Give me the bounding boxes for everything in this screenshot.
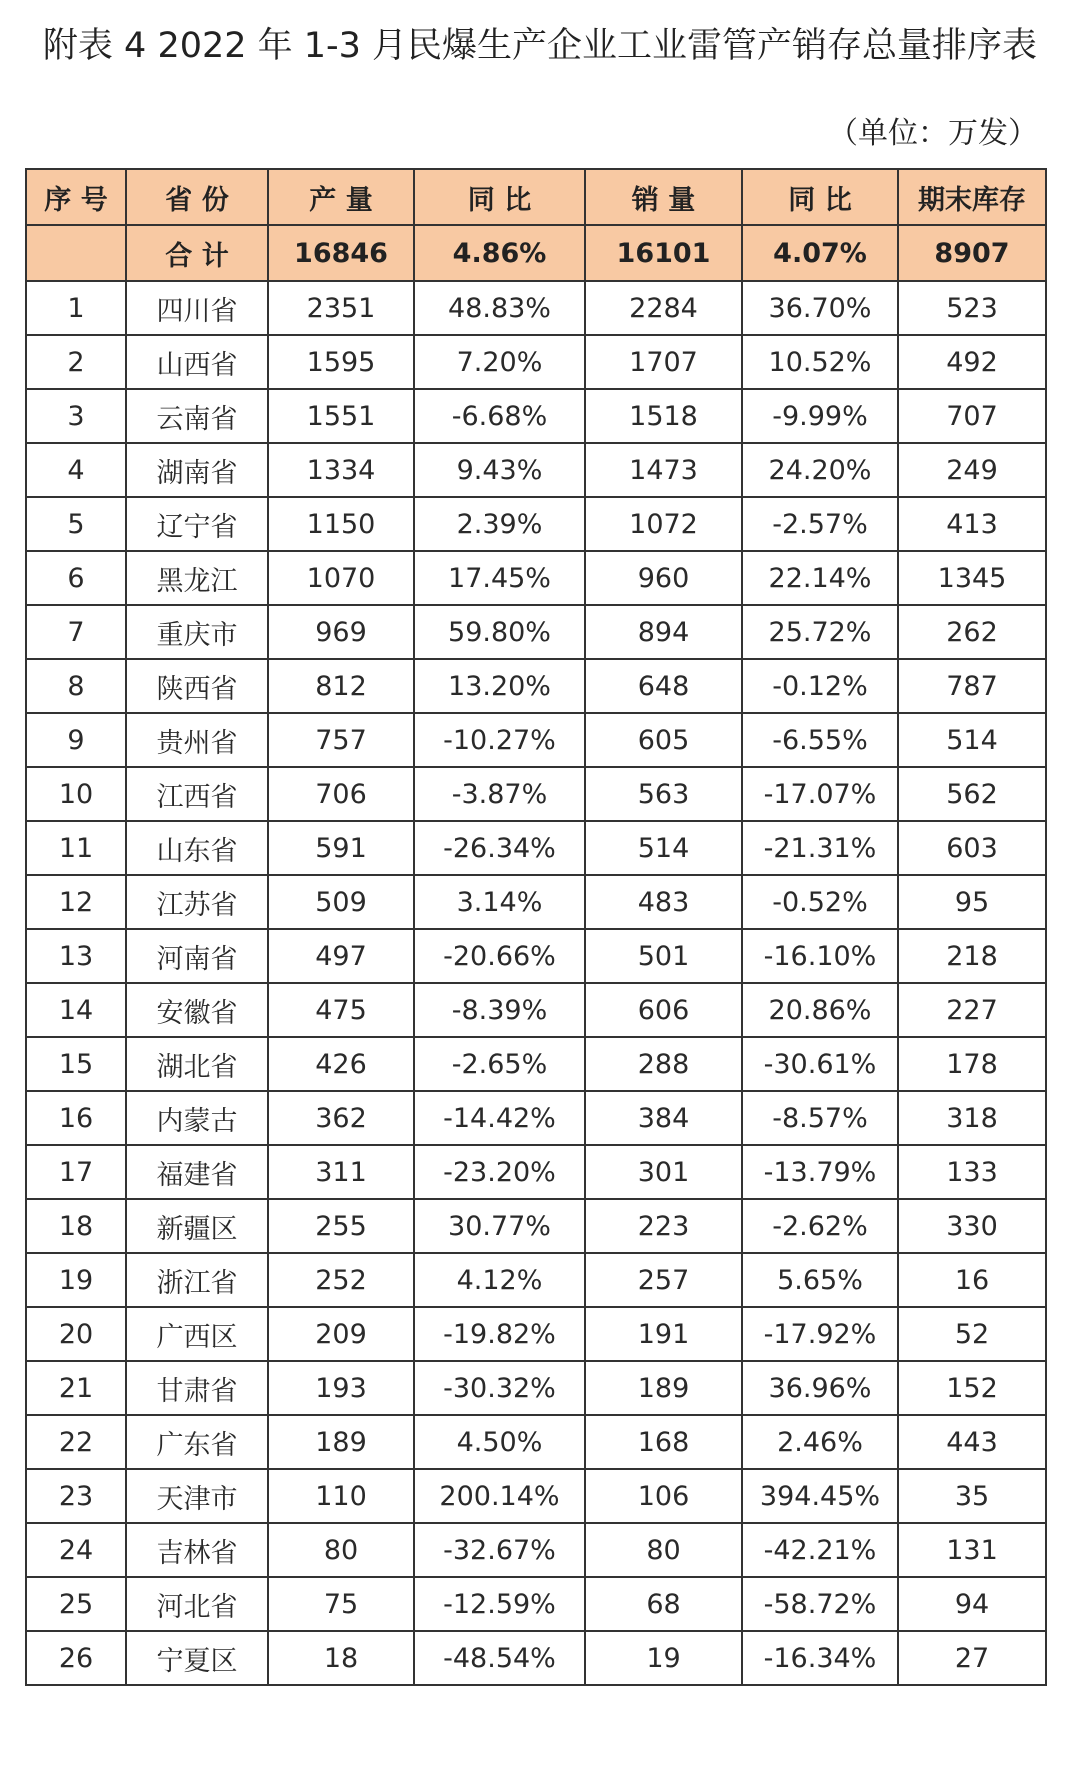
table-row [26, 1631, 1046, 1685]
cell-production-yoy: -32.67% [414, 1523, 585, 1577]
table-row [26, 713, 1046, 767]
cell-rank: 15 [26, 1037, 126, 1091]
table-row [26, 443, 1046, 497]
cell-ending-inventory: 514 [898, 713, 1046, 767]
cell-rank: 4 [26, 443, 126, 497]
cell-production: 757 [268, 713, 414, 767]
cell-ending-inventory: 249 [898, 443, 1046, 497]
header-production-yoy: 同 比 [414, 169, 585, 225]
cell-sales-yoy: -0.12% [742, 659, 898, 713]
cell-province: 湖北省 [126, 1037, 268, 1091]
cell-production-yoy: 2.39% [414, 497, 585, 551]
cell-ending-inventory: 152 [898, 1361, 1046, 1415]
cell-sales-yoy: 25.72% [742, 605, 898, 659]
cell-province: 山东省 [126, 821, 268, 875]
cell-rank: 11 [26, 821, 126, 875]
cell-sales: 223 [585, 1199, 742, 1253]
cell-production: 362 [268, 1091, 414, 1145]
total-ending-inventory: 8907 [898, 225, 1046, 281]
cell-production: 255 [268, 1199, 414, 1253]
total-rank [26, 225, 126, 281]
header-sales-yoy: 同 比 [742, 169, 898, 225]
cell-rank: 13 [26, 929, 126, 983]
cell-production: 193 [268, 1361, 414, 1415]
cell-sales-yoy: -16.10% [742, 929, 898, 983]
table-row [26, 875, 1046, 929]
cell-rank: 24 [26, 1523, 126, 1577]
cell-production: 812 [268, 659, 414, 713]
cell-production-yoy: -3.87% [414, 767, 585, 821]
cell-production: 18 [268, 1631, 414, 1685]
cell-province: 安徽省 [126, 983, 268, 1037]
cell-sales: 1707 [585, 335, 742, 389]
cell-production-yoy: -2.65% [414, 1037, 585, 1091]
cell-production-yoy: -19.82% [414, 1307, 585, 1361]
cell-sales: 106 [585, 1469, 742, 1523]
cell-sales-yoy: 10.52% [742, 335, 898, 389]
cell-ending-inventory: 492 [898, 335, 1046, 389]
cell-ending-inventory: 94 [898, 1577, 1046, 1631]
cell-sales: 563 [585, 767, 742, 821]
cell-rank: 6 [26, 551, 126, 605]
cell-production: 189 [268, 1415, 414, 1469]
cell-ending-inventory: 413 [898, 497, 1046, 551]
table-row [26, 1307, 1046, 1361]
cell-ending-inventory: 523 [898, 281, 1046, 335]
cell-production-yoy: -14.42% [414, 1091, 585, 1145]
cell-rank: 7 [26, 605, 126, 659]
cell-rank: 1 [26, 281, 126, 335]
cell-sales: 514 [585, 821, 742, 875]
cell-production: 209 [268, 1307, 414, 1361]
cell-ending-inventory: 603 [898, 821, 1046, 875]
cell-sales: 606 [585, 983, 742, 1037]
cell-ending-inventory: 27 [898, 1631, 1046, 1685]
cell-sales: 894 [585, 605, 742, 659]
cell-ending-inventory: 16 [898, 1253, 1046, 1307]
table-row [26, 1577, 1046, 1631]
cell-sales: 301 [585, 1145, 742, 1199]
page-title: 附表 4 2022 年 1-3 月民爆生产企业工业雷管产销存总量排序表 [42, 26, 1038, 66]
total-production: 16846 [268, 225, 414, 281]
cell-production: 311 [268, 1145, 414, 1199]
cell-sales: 68 [585, 1577, 742, 1631]
cell-sales-yoy: -42.21% [742, 1523, 898, 1577]
cell-production: 1334 [268, 443, 414, 497]
cell-production: 2351 [268, 281, 414, 335]
table-row [26, 767, 1046, 821]
cell-production: 509 [268, 875, 414, 929]
cell-sales: 501 [585, 929, 742, 983]
cell-province: 重庆市 [126, 605, 268, 659]
cell-sales-yoy: 5.65% [742, 1253, 898, 1307]
total-sales-yoy: 4.07% [742, 225, 898, 281]
total-label: 合 计 [126, 225, 268, 281]
cell-sales-yoy: -2.62% [742, 1199, 898, 1253]
cell-rank: 25 [26, 1577, 126, 1631]
cell-sales-yoy: -30.61% [742, 1037, 898, 1091]
header-row [26, 169, 1046, 225]
cell-production: 80 [268, 1523, 414, 1577]
table-row [26, 551, 1046, 605]
header-sales: 销 量 [585, 169, 742, 225]
cell-sales: 605 [585, 713, 742, 767]
cell-sales-yoy: 36.70% [742, 281, 898, 335]
cell-province: 内蒙古 [126, 1091, 268, 1145]
cell-sales-yoy: -8.57% [742, 1091, 898, 1145]
cell-sales-yoy: 2.46% [742, 1415, 898, 1469]
cell-production: 252 [268, 1253, 414, 1307]
cell-province: 甘肃省 [126, 1361, 268, 1415]
cell-province: 广西区 [126, 1307, 268, 1361]
cell-sales-yoy: -16.34% [742, 1631, 898, 1685]
cell-production: 1595 [268, 335, 414, 389]
cell-production-yoy: -6.68% [414, 389, 585, 443]
cell-production-yoy: 4.50% [414, 1415, 585, 1469]
cell-production: 591 [268, 821, 414, 875]
cell-production-yoy: 30.77% [414, 1199, 585, 1253]
cell-production-yoy: 13.20% [414, 659, 585, 713]
cell-sales: 189 [585, 1361, 742, 1415]
cell-sales: 80 [585, 1523, 742, 1577]
cell-ending-inventory: 318 [898, 1091, 1046, 1145]
cell-rank: 8 [26, 659, 126, 713]
cell-ending-inventory: 787 [898, 659, 1046, 713]
cell-production-yoy: -20.66% [414, 929, 585, 983]
cell-ending-inventory: 262 [898, 605, 1046, 659]
cell-production: 1150 [268, 497, 414, 551]
table-row [26, 929, 1046, 983]
cell-production: 969 [268, 605, 414, 659]
cell-rank: 21 [26, 1361, 126, 1415]
header-province: 省 份 [126, 169, 268, 225]
header-ending-inventory: 期末库存 [898, 169, 1046, 225]
cell-sales-yoy: -58.72% [742, 1577, 898, 1631]
unit-note: （单位：万发） [828, 116, 1038, 151]
table-row [26, 659, 1046, 713]
table-row [26, 1037, 1046, 1091]
cell-production-yoy: -26.34% [414, 821, 585, 875]
cell-sales: 19 [585, 1631, 742, 1685]
table-row [26, 335, 1046, 389]
header-production: 产 量 [268, 169, 414, 225]
cell-production-yoy: -10.27% [414, 713, 585, 767]
cell-ending-inventory: 443 [898, 1415, 1046, 1469]
cell-production: 1551 [268, 389, 414, 443]
cell-province: 贵州省 [126, 713, 268, 767]
cell-production-yoy: 17.45% [414, 551, 585, 605]
cell-province: 云南省 [126, 389, 268, 443]
cell-production-yoy: 59.80% [414, 605, 585, 659]
table-row [26, 497, 1046, 551]
cell-rank: 12 [26, 875, 126, 929]
table-row [26, 821, 1046, 875]
cell-sales-yoy: -2.57% [742, 497, 898, 551]
cell-rank: 9 [26, 713, 126, 767]
cell-rank: 22 [26, 1415, 126, 1469]
cell-province: 宁夏区 [126, 1631, 268, 1685]
cell-production-yoy: -8.39% [414, 983, 585, 1037]
cell-rank: 17 [26, 1145, 126, 1199]
cell-sales-yoy: -6.55% [742, 713, 898, 767]
cell-sales-yoy: 394.45% [742, 1469, 898, 1523]
cell-sales: 2284 [585, 281, 742, 335]
cell-ending-inventory: 35 [898, 1469, 1046, 1523]
cell-sales-yoy: 36.96% [742, 1361, 898, 1415]
cell-rank: 14 [26, 983, 126, 1037]
cell-sales: 191 [585, 1307, 742, 1361]
cell-province: 福建省 [126, 1145, 268, 1199]
cell-ending-inventory: 562 [898, 767, 1046, 821]
total-row [26, 225, 1046, 281]
cell-rank: 16 [26, 1091, 126, 1145]
table-row [26, 1253, 1046, 1307]
cell-ending-inventory: 52 [898, 1307, 1046, 1361]
header-rank: 序 号 [26, 169, 126, 225]
cell-rank: 20 [26, 1307, 126, 1361]
cell-province: 江苏省 [126, 875, 268, 929]
cell-ending-inventory: 330 [898, 1199, 1046, 1253]
cell-sales: 384 [585, 1091, 742, 1145]
cell-sales: 168 [585, 1415, 742, 1469]
cell-province: 山西省 [126, 335, 268, 389]
cell-ending-inventory: 707 [898, 389, 1046, 443]
cell-rank: 10 [26, 767, 126, 821]
cell-sales-yoy: 20.86% [742, 983, 898, 1037]
table-row [26, 605, 1046, 659]
cell-province: 广东省 [126, 1415, 268, 1469]
table-row [26, 281, 1046, 335]
cell-sales-yoy: -17.07% [742, 767, 898, 821]
cell-sales-yoy: 22.14% [742, 551, 898, 605]
cell-production: 1070 [268, 551, 414, 605]
table-row [26, 389, 1046, 443]
table-row [26, 1145, 1046, 1199]
cell-ending-inventory: 131 [898, 1523, 1046, 1577]
cell-ending-inventory: 1345 [898, 551, 1046, 605]
cell-rank: 23 [26, 1469, 126, 1523]
table-row [26, 1523, 1046, 1577]
cell-production: 426 [268, 1037, 414, 1091]
cell-ending-inventory: 178 [898, 1037, 1046, 1091]
table-row [26, 983, 1046, 1037]
cell-sales-yoy: -21.31% [742, 821, 898, 875]
cell-sales-yoy: -9.99% [742, 389, 898, 443]
cell-production-yoy: 9.43% [414, 443, 585, 497]
cell-rank: 2 [26, 335, 126, 389]
cell-production-yoy: 200.14% [414, 1469, 585, 1523]
cell-production-yoy: -48.54% [414, 1631, 585, 1685]
total-sales: 16101 [585, 225, 742, 281]
cell-province: 吉林省 [126, 1523, 268, 1577]
cell-ending-inventory: 227 [898, 983, 1046, 1037]
cell-province: 陕西省 [126, 659, 268, 713]
total-production-yoy: 4.86% [414, 225, 585, 281]
table-row [26, 1091, 1046, 1145]
cell-sales-yoy: 24.20% [742, 443, 898, 497]
cell-ending-inventory: 133 [898, 1145, 1046, 1199]
cell-province: 浙江省 [126, 1253, 268, 1307]
cell-rank: 3 [26, 389, 126, 443]
cell-production-yoy: 3.14% [414, 875, 585, 929]
cell-province: 江西省 [126, 767, 268, 821]
cell-rank: 19 [26, 1253, 126, 1307]
cell-province: 辽宁省 [126, 497, 268, 551]
cell-sales: 648 [585, 659, 742, 713]
cell-sales-yoy: -0.52% [742, 875, 898, 929]
cell-production-yoy: 7.20% [414, 335, 585, 389]
cell-sales: 1473 [585, 443, 742, 497]
cell-production-yoy: 4.12% [414, 1253, 585, 1307]
cell-production: 110 [268, 1469, 414, 1523]
cell-production-yoy: -30.32% [414, 1361, 585, 1415]
cell-sales: 288 [585, 1037, 742, 1091]
cell-sales: 1518 [585, 389, 742, 443]
cell-sales: 1072 [585, 497, 742, 551]
table-row [26, 1199, 1046, 1253]
ranking-table [25, 168, 1047, 1686]
cell-province: 黑龙江 [126, 551, 268, 605]
cell-province: 四川省 [126, 281, 268, 335]
cell-ending-inventory: 218 [898, 929, 1046, 983]
cell-rank: 18 [26, 1199, 126, 1253]
cell-rank: 26 [26, 1631, 126, 1685]
cell-province: 新疆区 [126, 1199, 268, 1253]
cell-production: 75 [268, 1577, 414, 1631]
cell-production-yoy: -12.59% [414, 1577, 585, 1631]
cell-sales-yoy: -17.92% [742, 1307, 898, 1361]
cell-province: 湖南省 [126, 443, 268, 497]
cell-province: 河南省 [126, 929, 268, 983]
cell-sales-yoy: -13.79% [742, 1145, 898, 1199]
table-row [26, 1469, 1046, 1523]
cell-production: 497 [268, 929, 414, 983]
table-row [26, 1415, 1046, 1469]
cell-province: 河北省 [126, 1577, 268, 1631]
cell-sales: 960 [585, 551, 742, 605]
cell-production: 706 [268, 767, 414, 821]
cell-production: 475 [268, 983, 414, 1037]
cell-sales: 257 [585, 1253, 742, 1307]
cell-ending-inventory: 95 [898, 875, 1046, 929]
cell-production-yoy: 48.83% [414, 281, 585, 335]
cell-rank: 5 [26, 497, 126, 551]
cell-sales: 483 [585, 875, 742, 929]
cell-production-yoy: -23.20% [414, 1145, 585, 1199]
table-row [26, 1361, 1046, 1415]
cell-province: 天津市 [126, 1469, 268, 1523]
